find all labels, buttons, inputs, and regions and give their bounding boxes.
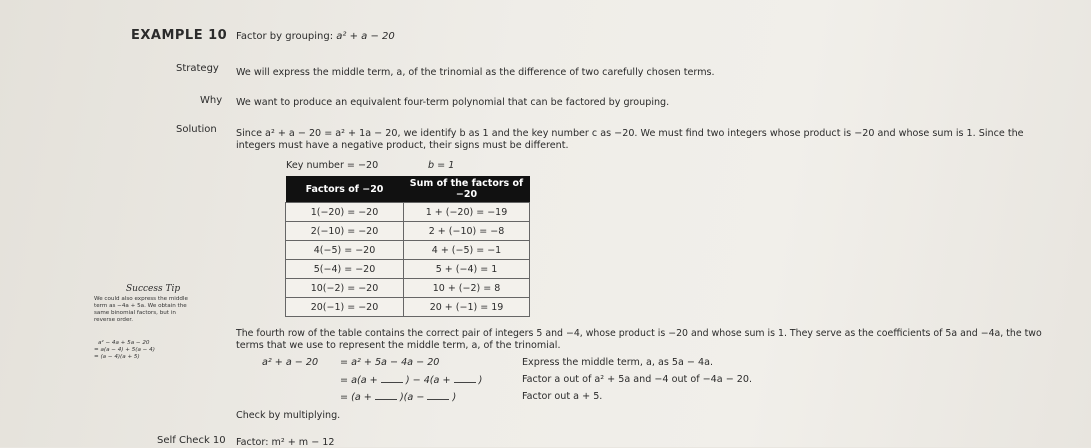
table-cell: 4 + (−5) = −1	[404, 241, 530, 260]
b-value: b = 1	[428, 160, 455, 171]
strategy-text: We will express the middle term, a, of the trinomial as the difference of two carefully chosen terms.	[236, 67, 715, 78]
explanation-line-1: The fourth row of the table contains the correct pair of integers 5 and −4, whose product is −20 and whose sum is 1. They serve as the coefficients of 5a and −4a, the two	[236, 328, 1042, 339]
self-check-label: Self Check 10	[157, 435, 226, 446]
table-row	[286, 260, 530, 279]
explanation-line-2: terms that we use to represent the middle term, a, of the trinomial.	[236, 340, 561, 351]
instruction-text: Factor by grouping:	[236, 31, 334, 42]
why-text: We want to produce an equivalent four-term polynomial that can be factored by grouping.	[236, 97, 670, 108]
example-heading: EXAMPLE 10	[131, 28, 228, 43]
table-cell: 10 + (−2) = 8	[404, 279, 530, 298]
table-cell: 5(−4) = −20	[286, 260, 404, 279]
solution-line-2: integers must have a negative product, their signs must be different.	[236, 140, 569, 151]
step-3-part: )	[452, 392, 457, 403]
tip-work-line: = a(a − 4) + 5(a − 4)	[94, 347, 155, 353]
tip-line: term as −4a + 5a. We obtain the	[94, 303, 187, 309]
strategy-label: Strategy	[176, 63, 219, 74]
step-2-part: = a(a +	[340, 375, 378, 386]
step-3-note: Factor out a + 5.	[522, 391, 603, 402]
table-row	[286, 222, 530, 241]
table-row	[286, 298, 530, 317]
step-1-rhs: = a² + 5a − 4a − 20	[340, 357, 440, 368]
table-row	[286, 203, 530, 222]
step-1-lhs: a² + a − 20	[262, 357, 319, 368]
table-row	[286, 279, 530, 298]
table-cell: 4(−5) = −20	[286, 241, 404, 260]
table-cell: 2 + (−10) = −8	[404, 222, 530, 241]
tip-line: same binomial factors, but in	[94, 310, 176, 316]
key-number: Key number = −20	[286, 160, 379, 171]
tip-line: reverse order.	[94, 317, 133, 323]
step-2-part: ) − 4(a +	[405, 375, 451, 386]
step-3-part: = (a +	[340, 392, 372, 403]
table-header-row	[286, 176, 530, 203]
step-3-rhs	[340, 391, 456, 403]
success-tip-work	[94, 340, 155, 361]
table-cell: 5 + (−4) = 1	[404, 260, 530, 279]
tip-line: We could also express the middle	[94, 296, 188, 302]
success-tip-title: Success Tip	[126, 284, 181, 294]
why-label: Why	[200, 95, 223, 106]
step-2-rhs	[340, 374, 482, 386]
example-instruction	[236, 31, 395, 42]
tip-work-line: = (a − 4)(a + 5)	[94, 354, 140, 360]
answer-blank	[454, 374, 476, 383]
self-check-text: Factor: m² + m − 12	[236, 437, 335, 448]
table-cell: 1 + (−20) = −19	[404, 203, 530, 222]
table-cell: 2(−10) = −20	[286, 222, 404, 241]
table-cell: 20(−1) = −20	[286, 298, 404, 317]
check-text: Check by multiplying.	[236, 410, 341, 421]
table-cell: 10(−2) = −20	[286, 279, 404, 298]
table-cell: 20 + (−1) = 19	[404, 298, 530, 317]
answer-blank	[375, 391, 397, 400]
example-expression: a² + a − 20	[336, 31, 395, 42]
success-tip-text	[94, 296, 188, 324]
table-header: Sum of the factors of −20	[404, 176, 530, 203]
answer-blank	[427, 391, 449, 400]
step-3-part: )(a −	[399, 392, 425, 403]
solution-label: Solution	[176, 124, 217, 135]
factors-table	[285, 176, 530, 317]
step-2-part: )	[478, 375, 483, 386]
answer-blank	[381, 374, 403, 383]
table-cell: 1(−20) = −20	[286, 203, 404, 222]
step-1-note: Express the middle term, a, as 5a − 4a.	[522, 357, 714, 368]
solution-line-1: Since a² + a − 20 = a² + 1a − 20, we identify b as 1 and the key number c as −20. We must find two integers whose product is −20 and whose sum is 1. Since the	[236, 128, 1024, 139]
table-row	[286, 241, 530, 260]
table-header: Factors of −20	[286, 176, 404, 203]
tip-work-line: a² − 4a + 5a − 20	[98, 340, 150, 346]
step-2-note: Factor a out of a² + 5a and −4 out of −4a − 20.	[522, 374, 753, 385]
